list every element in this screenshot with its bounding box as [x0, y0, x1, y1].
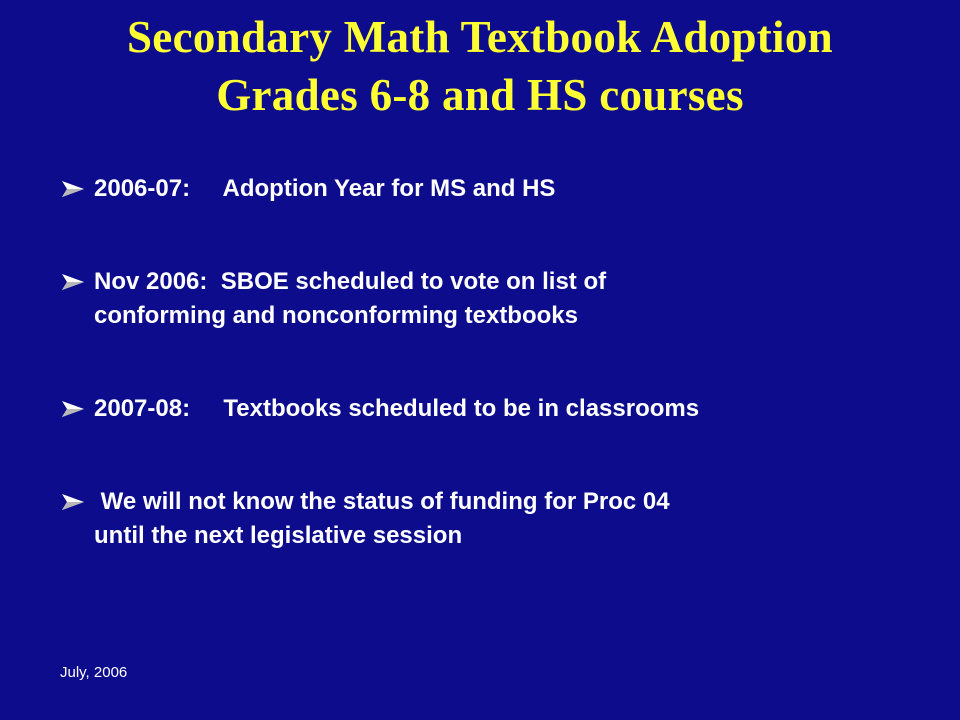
bullet-item [60, 485, 940, 553]
slide-title-line-2: Grades 6-8 and HS courses [216, 70, 744, 120]
bullet-item [60, 265, 940, 333]
arrow-bullet-icon [60, 485, 94, 519]
slide-title [0, 8, 960, 124]
arrow-bullet-icon [60, 172, 94, 206]
slide-title-line-1: Secondary Math Textbook Adoption [126, 12, 833, 62]
bullet-item [60, 392, 940, 426]
arrow-bullet-icon [60, 265, 94, 299]
footer-date: July, 2006 [60, 664, 128, 681]
bullet-item [60, 172, 940, 206]
bullet-text: Nov 2006: SBOE scheduled to vote on list of conforming and nonconforming textbooks [94, 268, 607, 329]
arrow-bullet-icon [60, 392, 94, 426]
bullet-text: 2006-07: Adoption Year for MS and HS [94, 175, 556, 202]
bullet-text: We will not know the status of funding for Proc 04 until the next legislative session [94, 488, 670, 549]
bullet-text: 2007-08: Textbooks scheduled to be in classrooms [94, 395, 700, 422]
